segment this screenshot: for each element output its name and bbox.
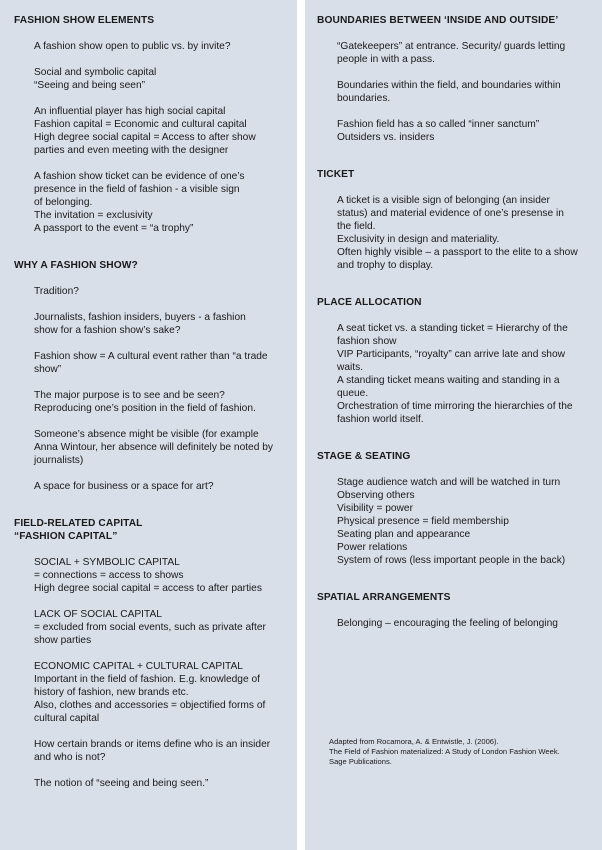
paragraph-line: show” (34, 364, 62, 375)
paragraph-line: A fashion show open to public vs. by invite? (34, 41, 231, 52)
heading-line: “FASHION CAPITAL” (14, 531, 118, 542)
paragraph-line: the field. (337, 221, 376, 232)
heading-line: PLACE ALLOCATION (317, 297, 422, 308)
paragraph-line: Orchestration of time mirroring the hierarchies of the (337, 401, 573, 412)
paragraph-line: Tradition? (34, 286, 79, 297)
paragraph-line: Someone’s absence might be visible (for example (34, 429, 259, 440)
paragraph-line: = connections = access to shows (34, 570, 184, 581)
paragraph-line: Often highly visible – a passport to the elite to a show (337, 247, 578, 258)
paragraph-line: people in with a pass. (337, 54, 435, 65)
paragraph (317, 194, 594, 272)
paragraph-line: Boundaries within the field, and boundaries within (337, 80, 561, 91)
paragraph-line: A seat ticket vs. a standing ticket = Hierarchy of the (337, 323, 568, 334)
paragraph-line: Outsiders vs. insiders (337, 132, 435, 143)
paragraph-line: A ticket is a visible sign of belonging (an insider (337, 195, 550, 206)
paragraph (14, 480, 289, 493)
paragraph-line: High degree social capital = Access to after show (34, 132, 256, 143)
paragraph (317, 476, 594, 567)
paragraph (14, 66, 289, 92)
paragraph-line: Exclusivity in design and materiality. (337, 234, 500, 245)
paragraph (14, 350, 289, 376)
paragraph-line: show for a fashion show’s sake? (34, 325, 181, 336)
paragraph-line: VIP Participants, “royalty” can arrive late and show (337, 349, 565, 360)
paragraph-line: Anna Wintour, her absence will definitely be noted by (34, 442, 273, 453)
paragraph-line: Physical presence = field membership (337, 516, 509, 527)
paragraph (14, 777, 289, 790)
right-column (305, 0, 602, 850)
paragraph-line: A passport to the event = “a trophy” (34, 223, 194, 234)
paragraph (14, 311, 289, 337)
paragraph-line: A fashion show ticket can be evidence of one’s (34, 171, 245, 182)
paragraph-line: Fashion capital = Economic and cultural capital (34, 119, 247, 130)
paragraph-line: Fashion field has a so called “inner sanctum” (337, 119, 540, 130)
paragraph (317, 617, 594, 630)
paragraph-line: history of fashion, new brands etc. (34, 687, 189, 698)
paragraph-line: Important in the field of fashion. E.g. knowledge of (34, 674, 260, 685)
paragraph-line: A space for business or a space for art? (34, 481, 214, 492)
paragraph-line: “Seeing and being seen” (34, 80, 146, 91)
credit-line: The Field of Fashion materialized: A Study of London Fashion Week. (329, 747, 560, 756)
paragraph (14, 40, 289, 53)
paragraph-line: of belonging. (34, 197, 93, 208)
paragraph-line: Stage audience watch and will be watched in turn (337, 477, 561, 488)
paragraph-line: cultural capital (34, 713, 100, 724)
paragraph-line: Also, clothes and accessories = objectified forms of (34, 700, 266, 711)
heading-line: TICKET (317, 169, 355, 180)
paragraph-line: Belonging – encouraging the feeling of belonging (337, 618, 558, 629)
paragraph (317, 79, 594, 105)
paragraph-line: Visibility = power (337, 503, 413, 514)
heading-line: STAGE & SEATING (317, 451, 411, 462)
paragraph-line: = excluded from social events, such as private after (34, 622, 266, 633)
section-heading (317, 591, 594, 604)
paragraph-line: The notion of “seeing and being seen.” (34, 778, 209, 789)
paragraph (14, 428, 289, 467)
credit-line: Adapted from Rocamora, A. & Entwistle, J. (2006). (329, 737, 499, 746)
section-heading (317, 168, 594, 181)
paragraph (14, 105, 289, 157)
heading-line: WHY A FASHION SHOW? (14, 260, 138, 271)
paragraph-line: SOCIAL + SYMBOLIC CAPITAL (34, 557, 180, 568)
paragraph-line: “Gatekeepers” at entrance. Security/ guards letting (337, 41, 566, 52)
paragraph-line: and who is not? (34, 752, 106, 763)
heading-line: SPATIAL ARRANGEMENTS (317, 592, 451, 603)
paragraph-line: Reproducing one’s position in the field of fashion. (34, 403, 256, 414)
paragraph-line: Observing others (337, 490, 415, 501)
section-heading (14, 259, 289, 272)
paragraph (317, 322, 594, 426)
paragraph (14, 170, 289, 235)
paragraph-line: High degree social capital = access to after parties (34, 583, 262, 594)
paragraph-line: ECONOMIC CAPITAL + CULTURAL CAPITAL (34, 661, 243, 672)
paragraph-line: Social and symbolic capital (34, 67, 157, 78)
paragraph-line: waits. (337, 362, 364, 373)
paragraph (317, 40, 594, 66)
paragraph-line: System of rows (less important people in the back) (337, 555, 566, 566)
paragraph (317, 118, 594, 144)
paragraph-line: fashion show (337, 336, 397, 347)
section-heading (317, 296, 594, 309)
heading-line: BOUNDARIES BETWEEN ‘INSIDE AND OUTSIDE’ (317, 15, 559, 26)
left-column (0, 0, 297, 850)
credit-line: Sage Publications. (329, 757, 392, 766)
section-heading (14, 517, 289, 543)
section-heading (14, 14, 289, 27)
paragraph-line: and trophy to display. (337, 260, 434, 271)
paragraph-line: status) and material evidence of one’s presense in (337, 208, 564, 219)
paragraph (14, 389, 289, 415)
paragraph-line: presence in the field of fashion - a visible sign (34, 184, 240, 195)
heading-line: FASHION SHOW ELEMENTS (14, 15, 155, 26)
paragraph (14, 556, 289, 595)
paragraph-line: LACK OF SOCIAL CAPITAL (34, 609, 162, 620)
paragraph-line: Seating plan and appearance (337, 529, 471, 540)
paragraph (14, 285, 289, 298)
paragraph-line: queue. (337, 388, 369, 399)
paragraph-line: show parties (34, 635, 92, 646)
paragraph-line: An influential player has high social capital (34, 106, 226, 117)
paragraph (14, 738, 289, 764)
section-heading (317, 14, 594, 27)
paragraph-line: Journalists, fashion insiders, buyers - a fashion (34, 312, 246, 323)
paragraph (14, 608, 289, 647)
section-heading (317, 450, 594, 463)
paragraph-line: How certain brands or items define who is an insider (34, 739, 271, 750)
paragraph-line: The major purpose is to see and be seen? (34, 390, 225, 401)
paragraph-line: boundaries. (337, 93, 391, 104)
paragraph (14, 660, 289, 725)
source-credit (329, 737, 560, 767)
heading-line: FIELD-RELATED CAPITAL (14, 518, 143, 529)
paragraph-line: Power relations (337, 542, 408, 553)
paragraph-line: The invitation = exclusivity (34, 210, 153, 221)
paragraph-line: parties and even meeting with the designer (34, 145, 229, 156)
paragraph-line: Fashion show = A cultural event rather than “a trade (34, 351, 268, 362)
paragraph-line: A standing ticket means waiting and standing in a (337, 375, 560, 386)
paragraph-line: journalists) (34, 455, 84, 466)
paragraph-line: fashion world itself. (337, 414, 424, 425)
